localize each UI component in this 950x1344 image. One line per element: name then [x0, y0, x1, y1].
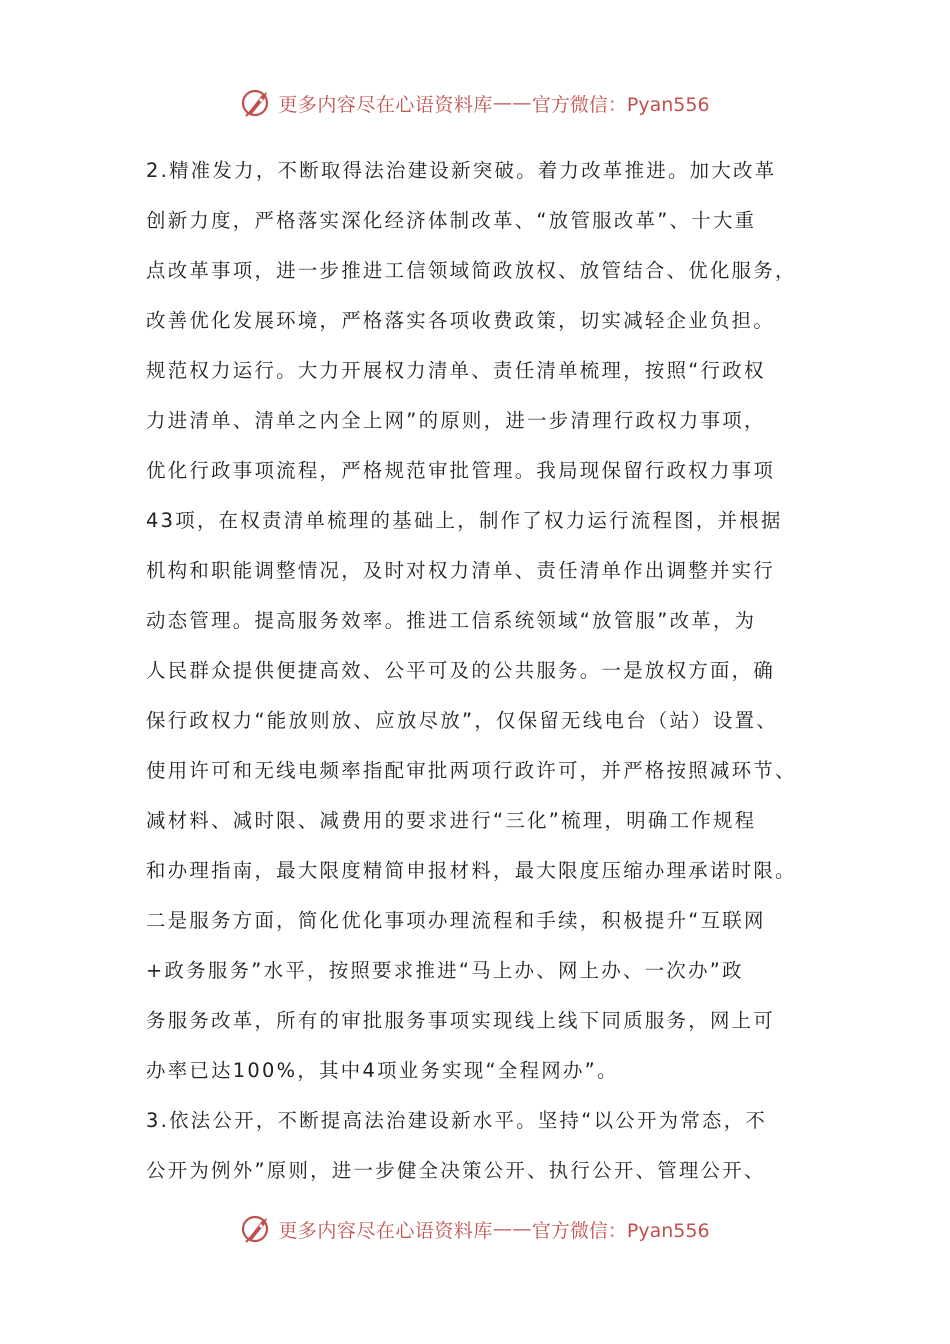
text-line: 和办理指南，最大限度精简申报材料，最大限度压缩办理承诺时限。 — [146, 859, 797, 882]
text-line: 3.依法公开，不断提高法治建设新水平。坚持“以公开为常态，不 — [146, 1109, 768, 1132]
banner-wechat: 官方微信：Pyan556 — [531, 93, 710, 116]
text-line: 使用许可和无线电频率指配审批两项行政许可，并严格按照减环节、 — [146, 759, 797, 782]
text-line: 创新力度，严格落实深化经济体制改革、“放管服改革”、十大重 — [146, 209, 757, 232]
text-line: 保行政权力“能放则放、应放尽放”，仅保留无线电台（站）设置、 — [146, 709, 779, 732]
banner-separator: —— — [492, 92, 532, 114]
text-line: 2.精准发力，不断取得法治建设新突破。着力改革推进。加大改革 — [146, 159, 777, 182]
document-body — [146, 146, 811, 1196]
text-line: 43项，在权责清单梳理的基础上，制作了权力运行流程图，并根据 — [146, 509, 783, 532]
text-line: +政务服务”水平，按照要求推进“马上办、网上办、一次办”政 — [146, 959, 744, 982]
text-line: 改善优化发展环境，严格落实各项收费政策，切实减轻企业负担。 — [146, 309, 776, 332]
footer-banner — [0, 1209, 950, 1249]
text-line: 务服务改革，所有的审批服务事项实现线上线下同质服务，网上可 — [146, 1009, 776, 1032]
pen-nib-logo-icon — [240, 86, 274, 120]
header-banner — [0, 83, 950, 123]
text-line: 办率已达100%，其中4项业务实现“全程网办”。 — [146, 1059, 619, 1082]
banner-separator: —— — [492, 1218, 532, 1240]
text-line: 力进清单、清单之内全上网”的原则，进一步清理行政权力事项， — [146, 409, 766, 432]
text-line: 规范权力运行。大力开展权力清单、责任清单梳理，按照“行政权 — [146, 359, 766, 382]
banner-text: 更多内容尽在心语资料库 — [278, 1219, 493, 1242]
text-line: 点改革事项，进一步推进工信领域简政放权、放管结合、优化服务， — [146, 259, 797, 282]
text-line: 人民群众提供便捷高效、公平可及的公共服务。一是放权方面，确 — [146, 659, 776, 682]
banner-text: 更多内容尽在心语资料库 — [278, 93, 493, 116]
text-line: 优化行政事项流程，严格规范审批管理。我局现保留行政权力事项 — [146, 459, 776, 482]
text-line: 减材料、减时限、减费用的要求进行“三化”梳理，明确工作规程 — [146, 809, 757, 832]
text-line: 动态管理。提高服务效率。推进工信系统领域“放管服”改革，为 — [146, 609, 757, 632]
banner-wechat: 官方微信：Pyan556 — [531, 1219, 710, 1242]
text-line: 公开为例外”原则，进一步健全决策公开、执行公开、管理公开、 — [146, 1159, 766, 1182]
text-line: 二是服务方面，简化优化事项办理流程和手续，积极提升“互联网 — [146, 909, 766, 932]
text-line: 机构和职能调整情况，及时对权力清单、责任清单作出调整并实行 — [146, 559, 776, 582]
pen-nib-logo-icon — [240, 1212, 274, 1246]
